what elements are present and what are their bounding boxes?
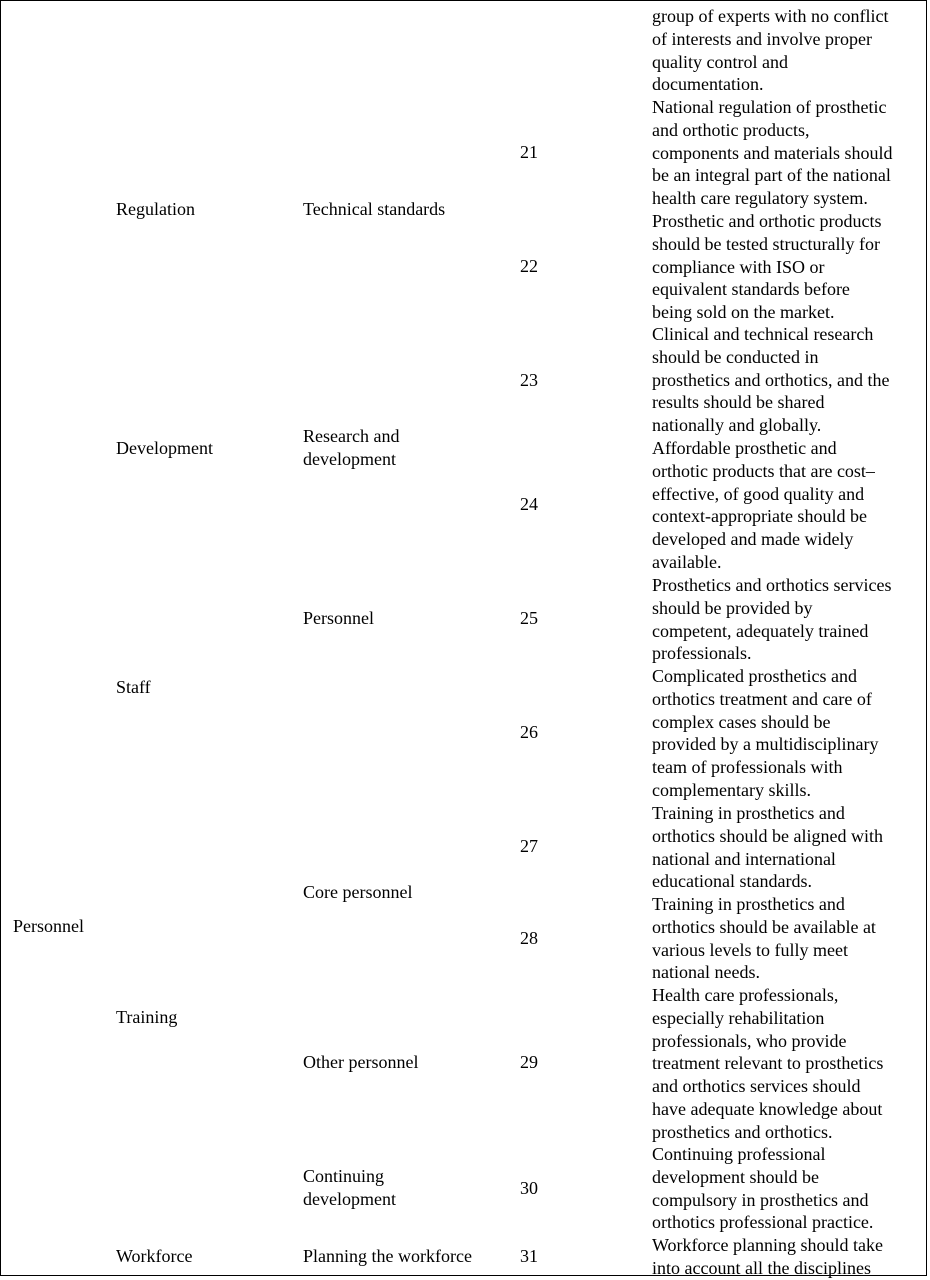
desc-line: Training in prosthetics and [652, 894, 845, 914]
desc-line: Continuing professional [652, 1144, 826, 1164]
desc-line: orthotics should be available at [652, 916, 876, 937]
topic-personnel: Personnel [303, 608, 374, 628]
desc-line: orthotics treatment and care of [652, 688, 872, 709]
description-28 [652, 893, 922, 984]
topic-planning-the-workforce: Planning the workforce [303, 1246, 472, 1266]
desc-line: should be provided by [652, 597, 813, 618]
item-number-26: 26 [520, 722, 538, 742]
desc-line: equivalent standards before [652, 279, 850, 300]
desc-line: quality control and [652, 51, 788, 72]
desc-line: competent, adequately trained [652, 620, 869, 641]
desc-line: complementary skills. [652, 779, 811, 800]
desc-line: health care regulatory system. [652, 188, 868, 209]
subcategory-staff: Staff [116, 677, 151, 697]
category-personnel: Personnel [13, 916, 84, 936]
description-23 [652, 323, 922, 437]
desc-line: orthotics professional practice. [652, 1212, 874, 1233]
desc-line: educational standards. [652, 871, 812, 892]
desc-line: provided by a multidisciplinary [652, 734, 879, 755]
description-31 [652, 1234, 922, 1280]
item-number-24: 24 [520, 494, 538, 514]
item-number-22: 22 [520, 256, 538, 276]
desc-line: prosthetics and orthotics. [652, 1121, 833, 1142]
topic-line: development [303, 448, 396, 469]
topic-continuing-development [303, 1165, 396, 1211]
desc-line: developed and made widely [652, 529, 854, 550]
description-continued [652, 5, 922, 96]
item-number-27: 27 [520, 836, 538, 856]
desc-line: should be tested structurally for [652, 233, 880, 254]
desc-line: into account all the disciplines [652, 1257, 871, 1278]
subcategory-development: Development [116, 438, 213, 458]
desc-line: documentation. [652, 74, 764, 95]
description-25 [652, 574, 922, 665]
desc-line: complex cases should be [652, 711, 831, 732]
desc-line: Training in prosthetics and [652, 803, 845, 823]
description-24 [652, 437, 922, 574]
desc-line: context-appropriate should be [652, 506, 867, 527]
desc-line: Prosthetics and orthotics services [652, 575, 892, 595]
desc-line: compliance with ISO or [652, 256, 825, 277]
topic-technical-standards: Technical standards [303, 199, 446, 219]
description-22 [652, 210, 922, 324]
subcategory-regulation: Regulation [116, 199, 195, 219]
item-number-28: 28 [520, 928, 538, 948]
desc-line: and orthotics services should [652, 1076, 861, 1097]
topic-other-personnel: Other personnel [303, 1052, 419, 1072]
item-number-29: 29 [520, 1052, 538, 1072]
description-26 [652, 665, 922, 802]
desc-line: national and international [652, 848, 836, 869]
desc-line: treatment relevant to prosthetics [652, 1053, 884, 1074]
item-number-23: 23 [520, 370, 538, 390]
desc-line: professionals. [652, 643, 752, 664]
desc-line: available. [652, 551, 722, 572]
desc-line: development should be [652, 1166, 819, 1187]
item-number-31: 31 [520, 1246, 538, 1266]
desc-line: group of experts with no conflict [652, 6, 889, 26]
desc-line: Prosthetic and orthotic products [652, 211, 882, 231]
topic-line: Continuing [303, 1166, 385, 1186]
desc-line: be an integral part of the national [652, 165, 891, 186]
desc-line: components and materials should [652, 142, 893, 163]
desc-line: prosthetics and orthotics, and the [652, 369, 890, 390]
topic-core-personnel: Core personnel [303, 882, 413, 902]
desc-line: Health care professionals, [652, 985, 839, 1005]
subcategory-training: Training [116, 1007, 178, 1027]
desc-line: and orthotic products, [652, 119, 810, 140]
desc-line: have adequate knowledge about [652, 1098, 883, 1119]
item-number-25: 25 [520, 608, 538, 628]
desc-line: orthotics should be aligned with [652, 825, 883, 846]
desc-line: effective, of good quality and [652, 483, 865, 504]
desc-line: professionals, who provide [652, 1030, 847, 1051]
desc-line: being sold on the market. [652, 302, 835, 323]
topic-research-and-development [303, 425, 399, 471]
desc-line: should be conducted in [652, 346, 819, 367]
desc-line: nationally and globally. [652, 415, 822, 436]
desc-line: Affordable prosthetic and [652, 438, 837, 458]
desc-line: especially rehabilitation [652, 1007, 825, 1028]
desc-line: various levels to fully meet [652, 939, 848, 960]
item-number-21: 21 [520, 142, 538, 162]
description-29 [652, 984, 922, 1144]
desc-line: Complicated prosthetics and [652, 666, 857, 686]
description-21 [652, 96, 922, 210]
desc-line: team of professionals with [652, 757, 843, 778]
desc-line: compulsory in prosthetics and [652, 1189, 869, 1210]
desc-line: Workforce planning should take [652, 1235, 883, 1255]
item-number-30: 30 [520, 1178, 538, 1198]
description-27 [652, 802, 922, 893]
desc-line: of interests and involve proper [652, 28, 872, 49]
desc-line: Clinical and technical research [652, 324, 874, 344]
desc-line: results should be shared [652, 392, 825, 413]
topic-line: development [303, 1188, 396, 1209]
subcategory-workforce: Workforce [116, 1246, 193, 1266]
topic-line: Research and [303, 426, 400, 446]
desc-line: orthotic products that are cost– [652, 460, 875, 481]
desc-line: national needs. [652, 962, 760, 983]
description-30 [652, 1143, 922, 1234]
desc-line: National regulation of prosthetic [652, 97, 887, 117]
